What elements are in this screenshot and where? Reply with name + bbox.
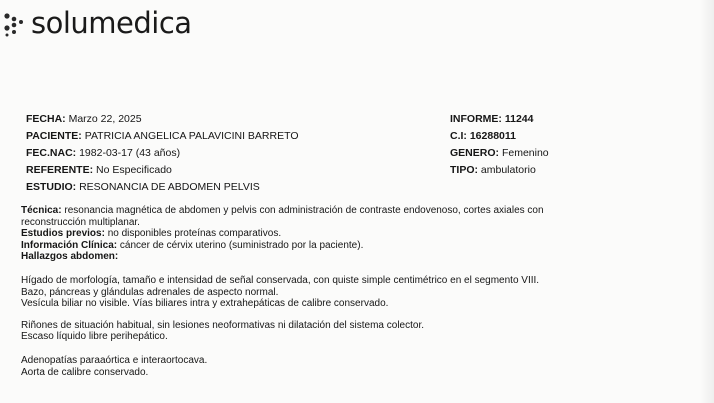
estudio-value: RESONANCIA DE ABDOMEN PELVIS (79, 181, 260, 193)
brand-name: solumedica (31, 6, 192, 40)
renal-line: Riñones de situación habitual, sin lesiones neoformativas ni dilatación del sistema colector. (21, 319, 425, 331)
informe-row (450, 111, 549, 128)
genero-row (450, 145, 549, 162)
ci-row (450, 128, 549, 145)
page-edge-shadow (700, 0, 714, 403)
hallazgo-line: Hígado de morfología, tamaño e intensidad de señal conservada, con quiste simple centimétrico en el segmento VIII. (21, 274, 540, 286)
vascular-line: Adenopatías paraaórtica e interaortocava. (21, 354, 208, 366)
patient-info-left (26, 111, 299, 196)
genero-label: GENERO: (450, 147, 500, 159)
paciente-label: PACIENTE: (26, 130, 82, 142)
tecnica-text-cont: reconstrucción multiplanar. (21, 216, 140, 228)
hallazgo-line: Vesícula biliar no visible. Vías biliares intra y extrahepáticas de calibre conservado. (21, 298, 389, 310)
fec-nac-value: 1982-03-17 (43 años) (79, 147, 181, 159)
referente-row (26, 162, 299, 179)
tecnica-label: Técnica: (21, 205, 62, 216)
fecha-value: Marzo 22, 2025 (68, 113, 142, 125)
vascular-line: Aorta de calibre conservado. (21, 366, 149, 378)
hallazgos-heading: Hallazgos abdomen: (21, 251, 119, 263)
estudios-previos-label: Estudios previos: (21, 228, 105, 240)
referente-value: No Especificado (96, 164, 172, 176)
informacion-clinica-text: cáncer de cérvix uterino (suministrado por la paciente). (119, 239, 364, 251)
dna-dots-icon (2, 9, 30, 37)
referente-label: REFERENTE: (26, 164, 94, 176)
tipo-label: TIPO: (450, 164, 478, 176)
fec-nac-row (26, 145, 299, 162)
ci-value: 16288011 (469, 130, 516, 142)
estudio-label: ESTUDIO: (26, 181, 77, 193)
ci-label: C.I: (450, 130, 467, 142)
brand-logo (2, 6, 192, 40)
paciente-row (26, 128, 299, 145)
fec-nac-label: FEC.NAC: (26, 147, 77, 159)
estudios-previos-text: no disponibles proteínas comparativos. (107, 228, 282, 240)
genero-value: Femenino (501, 147, 549, 159)
estudio-row (26, 179, 299, 196)
tipo-row (450, 162, 549, 179)
informacion-clinica-label: Información Clínica: (21, 239, 118, 251)
informe-label: INFORME: (450, 113, 502, 125)
renal-line: Escaso líquido libre perihepático. (21, 331, 168, 343)
paciente-value: PATRICIA ANGELICA PALAVICINI BARRETO (84, 130, 299, 142)
fecha-label: FECHA: (26, 113, 66, 125)
hallazgo-line: Bazo, páncreas y glándulas adrenales de aspecto normal. (21, 286, 279, 298)
tecnica-text: resonancia magnética de abdomen y pelvis con administración de contraste endovenoso, cortes axiales con (64, 205, 544, 216)
informacion-clinica-paragraph (21, 240, 621, 252)
report-body (21, 205, 621, 378)
estudios-previos-paragraph (21, 228, 621, 240)
patient-info-right (450, 111, 549, 179)
tecnica-paragraph (21, 205, 621, 217)
informe-value: 11244 (504, 113, 534, 125)
tipo-value: ambulatorio (480, 164, 536, 176)
fecha-row (26, 111, 299, 128)
